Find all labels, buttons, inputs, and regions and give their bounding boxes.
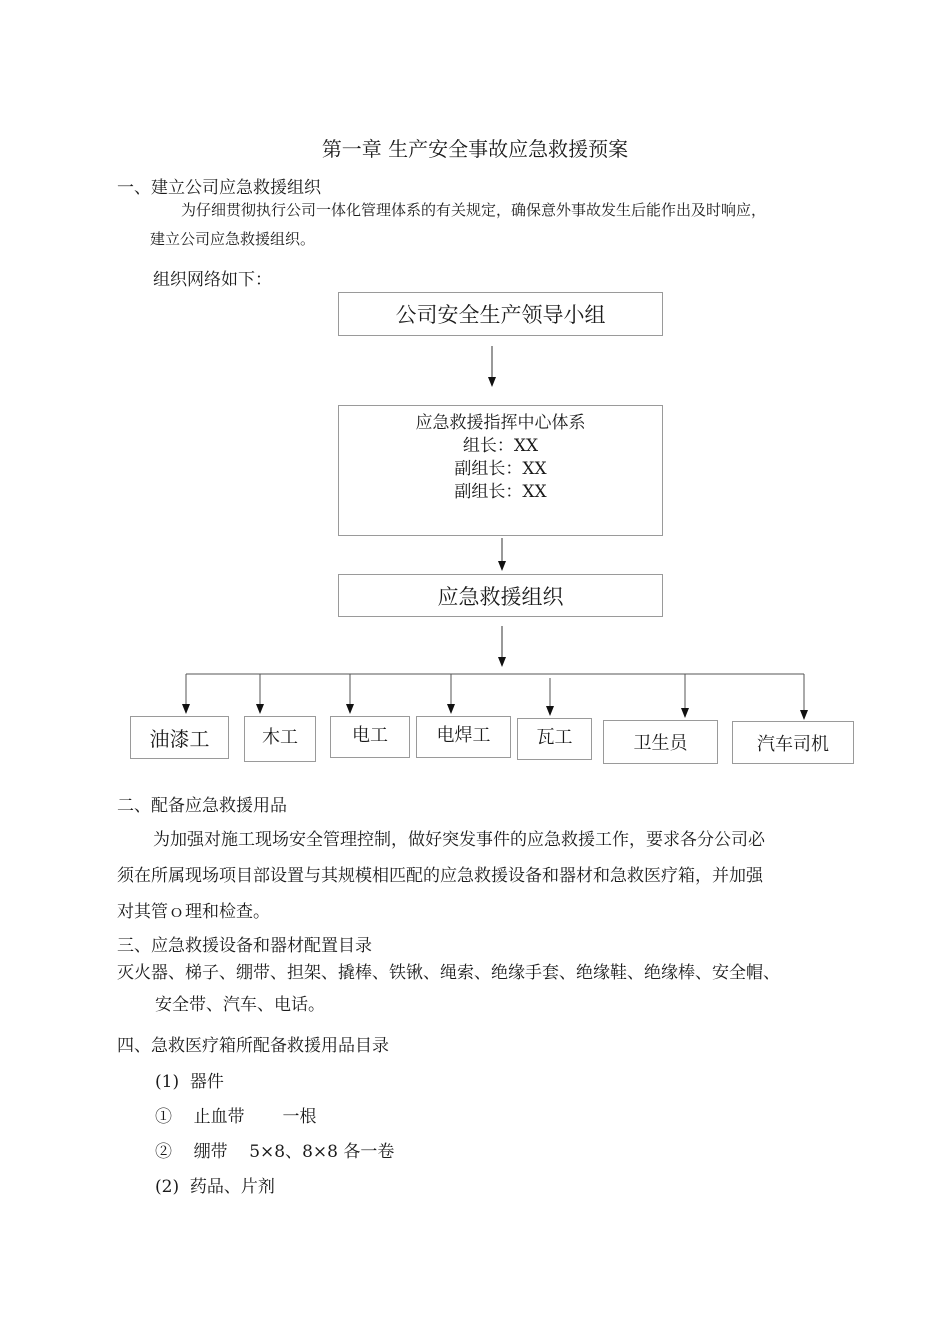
member-label-6: 卫生员 xyxy=(633,733,688,754)
member-box-6 xyxy=(603,720,718,764)
section4-item1: (1) 器件 xyxy=(155,1072,224,1092)
member-label-7: 汽车司机 xyxy=(757,733,829,755)
section4-heading: 四、急救医疗箱所配备救援用品目录 xyxy=(117,1036,389,1056)
member-box-3 xyxy=(330,716,410,758)
org-top-box xyxy=(338,292,663,336)
member-label-3: 电工 xyxy=(352,725,388,746)
member-box-4 xyxy=(416,716,511,758)
org-command-box xyxy=(338,405,663,536)
member-label-5: 瓦工 xyxy=(536,727,573,748)
page-title: 第一章 生产安全事故应急救援预案 xyxy=(321,137,629,161)
section2-heading: 二、配备应急救援用品 xyxy=(117,796,287,816)
section1-paragraph-line1: 为仔细贯彻执行公司一体化管理体系的有关规定，确保意外事故发生后能作出及时响应， xyxy=(181,201,767,219)
section4-item2: (2) 药品、片剂 xyxy=(155,1177,275,1197)
section1-paragraph-line2: 建立公司应急救援组织。 xyxy=(150,230,316,248)
org-rescue-label: 应急救援组织 xyxy=(437,584,564,609)
network-label: 组织网络如下： xyxy=(153,270,272,290)
section3-line2: 安全带、汽车、电话。 xyxy=(155,995,325,1015)
member-box-2 xyxy=(244,716,316,762)
section2-line2: 须在所属现场项目部设置与其规模相匹配的应急救援设备和器材和急救医疗箱，并加强 xyxy=(117,866,763,886)
member-box-1 xyxy=(130,716,229,759)
section4-sub1: ① 止血带 一根 xyxy=(155,1107,317,1127)
section3-heading: 三、应急救援设备和器材配置目录 xyxy=(117,936,372,956)
command-leader: 组长：XX xyxy=(462,436,539,456)
org-rescue-box xyxy=(338,574,663,617)
member-label-4: 电焊工 xyxy=(436,725,491,746)
member-box-5 xyxy=(517,718,592,760)
section2-line3: 对其管ｏ理和检查。 xyxy=(117,902,270,922)
member-box-7 xyxy=(732,721,854,764)
command-deputy-2: 副组长：XX xyxy=(454,482,547,502)
section3-line1: 灭火器、梯子、绷带、担架、撬棒、铁锹、绳索、绝缘手套、绝缘鞋、绝缘棒、安全帽、 xyxy=(117,963,780,983)
section2-line1: 为加强对施工现场安全管理控制，做好突发事件的应急救援工作，要求各分公司必 xyxy=(153,830,765,850)
org-top-label: 公司安全生产领导小组 xyxy=(395,303,606,327)
section1-heading: 一、建立公司应急救援组织 xyxy=(117,178,321,198)
command-title: 应急救援指挥中心体系 xyxy=(415,413,586,433)
member-label-2: 木工 xyxy=(262,727,298,748)
member-label-1: 油漆工 xyxy=(149,727,210,751)
section4-sub2: ② 绷带 5×8、8×8 各一卷 xyxy=(155,1142,395,1162)
command-deputy-1: 副组长：XX xyxy=(454,459,547,479)
